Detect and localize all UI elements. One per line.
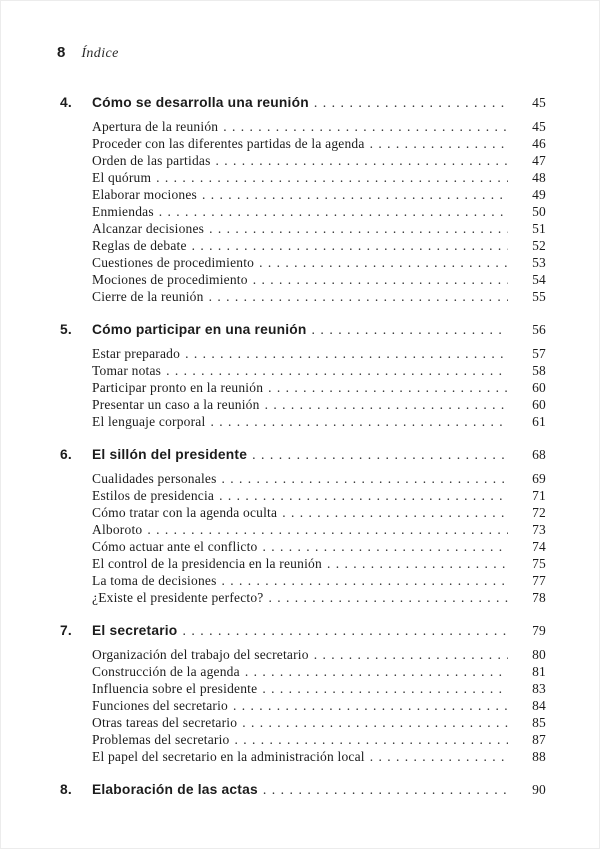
toc-entry xyxy=(92,345,546,362)
entry-page: 73 xyxy=(532,522,546,537)
chapter-number: 4. xyxy=(60,95,72,110)
entry-page: 84 xyxy=(532,698,546,713)
entry-title: Reglas de debate xyxy=(92,238,187,253)
toc-entry xyxy=(92,135,546,152)
entry-page: 60 xyxy=(532,397,546,412)
entry-title: Alcanzar decisiones xyxy=(92,221,205,236)
entry-title: Cierre de la reunión xyxy=(92,289,204,304)
toc-chapter xyxy=(60,622,546,765)
entry-title: Participar pronto en la reunión xyxy=(92,380,264,395)
dot-leader xyxy=(222,572,508,589)
entry-page: 87 xyxy=(532,732,546,747)
entry-title: Cómo actuar ante el conflicto xyxy=(92,539,258,554)
entry-title: La toma de decisiones xyxy=(92,573,217,588)
toc-entry xyxy=(92,487,546,504)
dot-leader xyxy=(253,271,508,288)
chapter-title: Cómo se desarrolla una reunión xyxy=(92,95,309,110)
dot-leader xyxy=(210,413,508,430)
toc-entry xyxy=(92,379,546,396)
dot-leader xyxy=(209,220,508,237)
dot-leader xyxy=(259,254,508,271)
toc-entry xyxy=(92,470,546,487)
dot-leader xyxy=(314,94,508,112)
running-header xyxy=(57,44,119,62)
toc-chapter xyxy=(60,446,546,606)
toc-entry xyxy=(92,714,546,731)
entry-page: 58 xyxy=(532,363,546,378)
chapter-entries xyxy=(60,646,546,765)
entry-title: Cómo tratar con la agenda oculta xyxy=(92,505,278,520)
entry-page: 54 xyxy=(532,272,546,287)
chapter-title: Cómo participar en una reunión xyxy=(92,322,307,337)
dot-leader xyxy=(370,135,508,152)
chapter-entries xyxy=(60,470,546,606)
entry-page: 45 xyxy=(532,119,546,134)
chapter-page: 68 xyxy=(532,447,546,462)
entry-page: 77 xyxy=(532,573,546,588)
entry-title: Funciones del secretario xyxy=(92,698,229,713)
entry-title: Apertura de la reunión xyxy=(92,119,219,134)
entry-page: 81 xyxy=(532,664,546,679)
dot-leader xyxy=(314,646,508,663)
entry-page: 55 xyxy=(532,289,546,304)
toc-entry xyxy=(92,169,546,186)
entry-title: Construcción de la agenda xyxy=(92,664,240,679)
entry-title: Elaborar mociones xyxy=(92,187,197,202)
entry-title: El control de la presidencia en la reunión xyxy=(92,556,322,571)
entry-page: 52 xyxy=(532,238,546,253)
chapter-entries xyxy=(60,118,546,305)
dot-leader xyxy=(269,589,509,606)
entry-page: 69 xyxy=(532,471,546,486)
entry-title: Mociones de procedimiento xyxy=(92,272,248,287)
dot-leader xyxy=(327,555,508,572)
dot-leader xyxy=(222,470,508,487)
dot-leader xyxy=(282,504,508,521)
entry-title: Presentar un caso a la reunión xyxy=(92,397,260,412)
entry-title: Influencia sobre el presidente xyxy=(92,681,258,696)
chapter-page: 56 xyxy=(532,322,546,337)
chapter-heading xyxy=(60,94,546,112)
entry-page: 74 xyxy=(532,539,546,554)
toc-chapter xyxy=(60,321,546,430)
dot-leader xyxy=(147,521,508,538)
dot-leader xyxy=(235,731,509,748)
entry-page: 53 xyxy=(532,255,546,270)
dot-leader xyxy=(216,152,508,169)
entry-page: 57 xyxy=(532,346,546,361)
entry-page: 47 xyxy=(532,153,546,168)
toc-entry xyxy=(92,118,546,135)
toc-entry xyxy=(92,748,546,765)
entry-page: 80 xyxy=(532,647,546,662)
entry-title: Alboroto xyxy=(92,522,143,537)
entry-page: 83 xyxy=(532,681,546,696)
dot-leader xyxy=(268,379,508,396)
toc-entry xyxy=(92,572,546,589)
chapter-number: 5. xyxy=(60,322,72,337)
dot-leader xyxy=(209,288,508,305)
entry-page: 46 xyxy=(532,136,546,151)
entry-page: 61 xyxy=(532,414,546,429)
entry-title: Estilos de presidencia xyxy=(92,488,215,503)
toc-entry xyxy=(92,152,546,169)
entry-page: 85 xyxy=(532,715,546,730)
entry-title: El quórum xyxy=(92,170,152,185)
dot-leader xyxy=(192,237,508,254)
chapter-number: 7. xyxy=(60,623,72,638)
toc-entry xyxy=(92,237,546,254)
dot-leader xyxy=(223,118,508,135)
toc-entry xyxy=(92,288,546,305)
toc-chapter xyxy=(60,781,546,799)
toc-entry xyxy=(92,254,546,271)
toc-entry xyxy=(92,186,546,203)
page-number: 8 xyxy=(57,44,66,61)
dot-leader xyxy=(185,345,508,362)
entry-page: 71 xyxy=(532,488,546,503)
entry-title: ¿Existe el presidente perfecto? xyxy=(92,590,264,605)
chapter-title: El sillón del presidente xyxy=(92,447,248,462)
entry-page: 50 xyxy=(532,204,546,219)
entry-title: El lenguaje corporal xyxy=(92,414,206,429)
table-of-contents xyxy=(60,94,546,815)
toc-entry xyxy=(92,697,546,714)
dot-leader xyxy=(370,748,508,765)
entry-title: Problemas del secretario xyxy=(92,732,230,747)
entry-page: 51 xyxy=(532,221,546,236)
entry-page: 60 xyxy=(532,380,546,395)
dot-leader xyxy=(262,680,508,697)
entry-title: Estar preparado xyxy=(92,346,181,361)
entry-title: Tomar notas xyxy=(92,363,162,378)
toc-entry xyxy=(92,538,546,555)
entry-page: 72 xyxy=(532,505,546,520)
dot-leader xyxy=(166,362,508,379)
toc-chapter xyxy=(60,94,546,305)
entry-title: Organización del trabajo del secretario xyxy=(92,647,309,662)
toc-entry xyxy=(92,555,546,572)
toc-entry xyxy=(92,396,546,413)
dot-leader xyxy=(312,321,508,339)
chapter-title: Elaboración de las actas xyxy=(92,782,258,797)
dot-leader xyxy=(252,446,508,464)
dot-leader xyxy=(233,697,508,714)
chapter-heading xyxy=(60,622,546,640)
toc-entry xyxy=(92,663,546,680)
toc-entry xyxy=(92,220,546,237)
entry-page: 48 xyxy=(532,170,546,185)
entry-title: Cualidades personales xyxy=(92,471,217,486)
toc-entry xyxy=(92,680,546,697)
dot-leader xyxy=(242,714,508,731)
dot-leader xyxy=(156,169,508,186)
chapter-heading xyxy=(60,781,546,799)
entry-page: 75 xyxy=(532,556,546,571)
toc-entry xyxy=(92,271,546,288)
entry-page: 78 xyxy=(532,590,546,605)
dot-leader xyxy=(159,203,508,220)
chapter-heading xyxy=(60,321,546,339)
chapter-page: 45 xyxy=(532,95,546,110)
header-title: Índice xyxy=(81,46,119,61)
chapter-number: 6. xyxy=(60,447,72,462)
dot-leader xyxy=(202,186,508,203)
entry-title: Cuestiones de procedimiento xyxy=(92,255,255,270)
dot-leader xyxy=(245,663,508,680)
dot-leader xyxy=(182,622,508,640)
toc-entry xyxy=(92,731,546,748)
entry-page: 49 xyxy=(532,187,546,202)
entry-title: Otras tareas del secretario xyxy=(92,715,238,730)
toc-entry xyxy=(92,646,546,663)
entry-title: Enmiendas xyxy=(92,204,154,219)
chapter-entries xyxy=(60,345,546,430)
entry-page: 88 xyxy=(532,749,546,764)
entry-title: Proceder con las diferentes partidas de la agenda xyxy=(92,136,365,151)
dot-leader xyxy=(263,781,508,799)
dot-leader xyxy=(265,396,508,413)
chapter-heading xyxy=(60,446,546,464)
chapter-page: 90 xyxy=(532,782,546,797)
dot-leader xyxy=(219,487,508,504)
dot-leader xyxy=(263,538,509,555)
toc-entry xyxy=(92,203,546,220)
chapter-page: 79 xyxy=(532,623,546,638)
chapter-number: 8. xyxy=(60,782,72,797)
toc-entry xyxy=(92,413,546,430)
toc-entry xyxy=(92,362,546,379)
chapter-title: El secretario xyxy=(92,623,178,638)
entry-title: Orden de las partidas xyxy=(92,153,211,168)
toc-entry xyxy=(92,589,546,606)
toc-entry xyxy=(92,504,546,521)
entry-title: El papel del secretario en la administración local xyxy=(92,749,365,764)
toc-entry xyxy=(92,521,546,538)
